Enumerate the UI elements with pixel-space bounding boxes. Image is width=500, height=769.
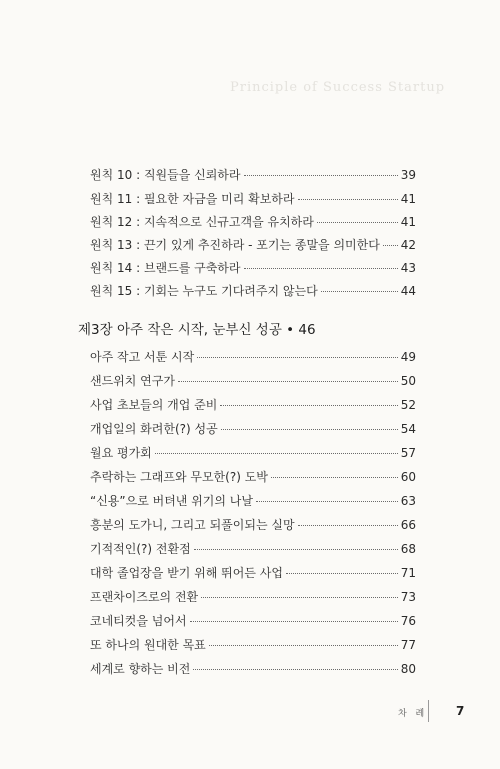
leader-dots bbox=[298, 525, 398, 526]
leader-dots bbox=[321, 291, 398, 292]
leader-dots bbox=[209, 645, 398, 646]
leader-dots bbox=[256, 501, 398, 502]
toc-entry-title: 원칙 11 : 필요한 자금을 미리 확보하라 bbox=[90, 192, 295, 206]
toc-entry[interactable] bbox=[90, 281, 416, 301]
toc-entry-page: 77 bbox=[400, 638, 416, 652]
toc-entry-title: 사업 초보들의 개업 준비 bbox=[90, 398, 218, 412]
toc-entry-page: 57 bbox=[400, 446, 416, 460]
leader-dots bbox=[221, 429, 398, 430]
toc-entry-title: 코네티컷을 넘어서 bbox=[90, 614, 187, 628]
footer-section-label: 차 례 bbox=[398, 709, 428, 719]
toc-entry-page: 60 bbox=[400, 470, 416, 484]
toc-entry-title: 아주 작고 서툰 시작 bbox=[90, 350, 195, 364]
footer-divider bbox=[428, 700, 429, 722]
toc-entry-title: 프랜차이즈로의 전환 bbox=[90, 590, 199, 604]
toc-entry[interactable] bbox=[90, 659, 416, 679]
toc-entry[interactable] bbox=[90, 443, 416, 463]
toc-entry-title: 원칙 10 : 직원들을 신뢰하라 bbox=[90, 168, 241, 182]
toc-entry[interactable] bbox=[90, 515, 416, 535]
toc-entry[interactable] bbox=[90, 539, 416, 559]
toc-entry-page: 63 bbox=[400, 494, 416, 508]
toc-entry[interactable] bbox=[90, 347, 416, 367]
toc-entry-page: 50 bbox=[400, 374, 416, 388]
toc-entry-page: 41 bbox=[400, 192, 416, 206]
leader-dots bbox=[201, 597, 398, 598]
toc-entry-page: 43 bbox=[400, 261, 416, 275]
leader-dots bbox=[197, 357, 398, 358]
leader-dots bbox=[286, 573, 398, 574]
toc-entry-page: 71 bbox=[400, 566, 416, 580]
leader-dots bbox=[220, 405, 397, 406]
toc-entry[interactable] bbox=[90, 235, 416, 255]
leader-dots bbox=[383, 245, 398, 246]
leader-dots bbox=[298, 199, 398, 200]
toc-entry[interactable] bbox=[90, 258, 416, 278]
leader-dots bbox=[194, 549, 398, 550]
toc-entry-title: 추락하는 그래프와 무모한(?) 도박 bbox=[90, 470, 268, 484]
toc-entry[interactable] bbox=[90, 189, 416, 209]
toc-entry-title: 원칙 12 : 지속적으로 신규고객을 유치하라 bbox=[90, 215, 314, 229]
toc-entry[interactable] bbox=[90, 371, 416, 391]
faint-running-header: Principle of Success Startup bbox=[230, 80, 446, 95]
toc-entry-title: “신용”으로 버텨낸 위기의 나날 bbox=[90, 494, 253, 508]
toc-entry-title: 또 하나의 원대한 목표 bbox=[90, 638, 206, 652]
toc-entry-title: 원칙 14 : 브랜드를 구축하라 bbox=[90, 261, 241, 275]
toc-entry-page: 68 bbox=[400, 542, 416, 556]
toc-entry[interactable] bbox=[90, 611, 416, 631]
toc-entry-page: 39 bbox=[400, 168, 416, 182]
toc-entry[interactable] bbox=[90, 467, 416, 487]
leader-dots bbox=[244, 268, 398, 269]
leader-dots bbox=[317, 222, 398, 223]
page-number: 7 bbox=[456, 704, 465, 718]
leader-dots bbox=[244, 175, 398, 176]
toc-entry-page: 80 bbox=[400, 662, 416, 676]
chapter-title[interactable]: 제3장 아주 작은 시작, 눈부신 성공 • 46 bbox=[78, 322, 316, 338]
toc-entry-page: 49 bbox=[400, 350, 416, 364]
toc-entry-title: 개업일의 화려한(?) 성공 bbox=[90, 422, 218, 436]
toc-entry[interactable] bbox=[90, 635, 416, 655]
toc-entry-title: 기적적인(?) 전환점 bbox=[90, 542, 191, 556]
toc-entry-page: 41 bbox=[400, 215, 416, 229]
toc-entry-title: 흥분의 도가니, 그리고 되풀이되는 실망 bbox=[90, 518, 295, 532]
toc-entry[interactable] bbox=[90, 419, 416, 439]
toc-entry-page: 44 bbox=[400, 284, 416, 298]
toc-entry-title: 대학 졸업장을 받기 위해 뛰어든 사업 bbox=[90, 566, 283, 580]
toc-entry-title: 원칙 15 : 기회는 누구도 기다려주지 않는다 bbox=[90, 284, 318, 298]
toc-entry-page: 42 bbox=[400, 238, 416, 252]
leader-dots bbox=[178, 381, 398, 382]
leader-dots bbox=[271, 477, 398, 478]
toc-entry-title: 원칙 13 : 끈기 있게 추진하라 - 포기는 종말을 의미한다 bbox=[90, 238, 380, 252]
toc-entry-page: 52 bbox=[400, 398, 416, 412]
toc-entry-page: 76 bbox=[400, 614, 416, 628]
toc-entry-title: 월요 평가회 bbox=[90, 446, 152, 460]
toc-entry-title: 세계로 향하는 비전 bbox=[90, 662, 191, 676]
toc-entry-page: 66 bbox=[400, 518, 416, 532]
toc-entry-page: 73 bbox=[400, 590, 416, 604]
toc-entry[interactable] bbox=[90, 563, 416, 583]
toc-entry-page: 54 bbox=[400, 422, 416, 436]
toc-entry[interactable] bbox=[90, 395, 416, 415]
leader-dots bbox=[155, 453, 398, 454]
toc-entry[interactable] bbox=[90, 212, 416, 232]
toc-entry-title: 샌드위치 연구가 bbox=[90, 374, 175, 388]
toc-entry[interactable] bbox=[90, 587, 416, 607]
leader-dots bbox=[190, 621, 398, 622]
toc-entry[interactable] bbox=[90, 491, 416, 511]
toc-entry[interactable] bbox=[90, 165, 416, 185]
leader-dots bbox=[193, 669, 397, 670]
